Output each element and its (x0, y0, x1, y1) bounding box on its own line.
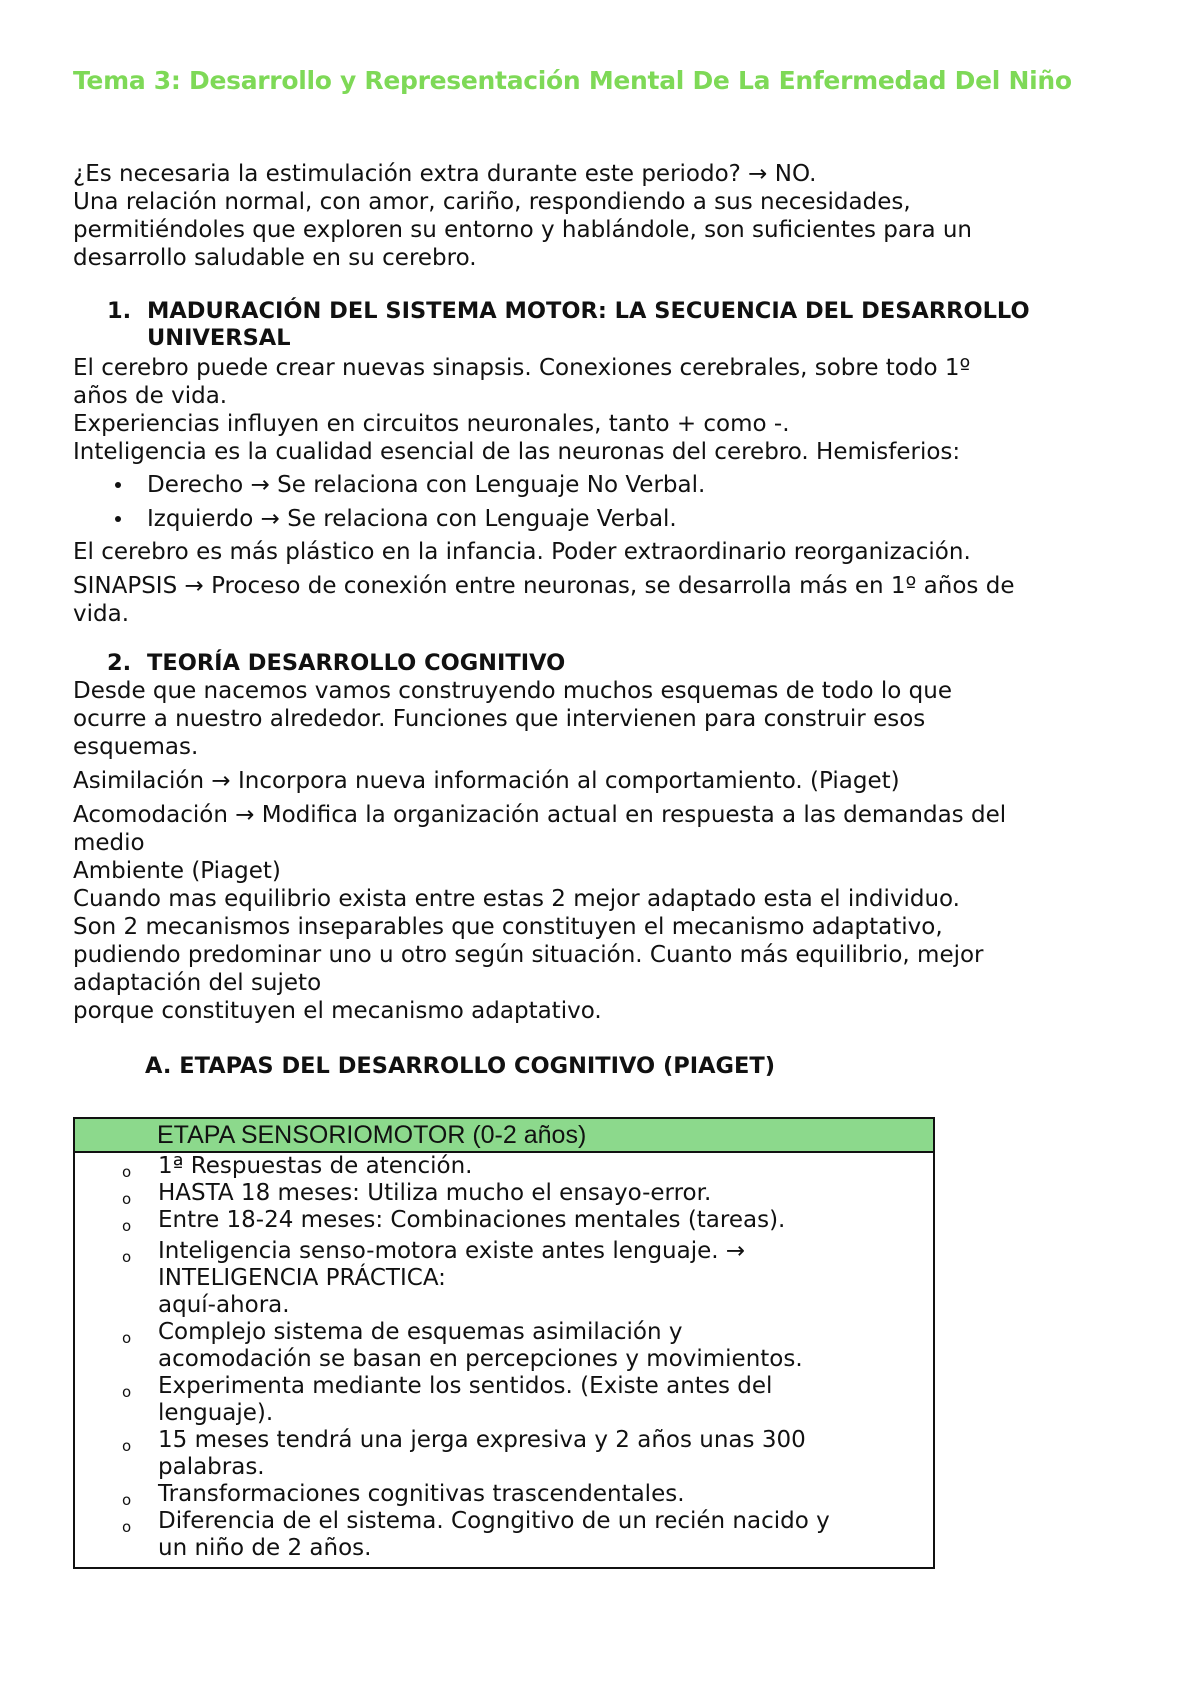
section-2-line: porque constituyen el mecanismo adaptativo. (73, 998, 602, 1024)
intro-line: ¿Es necesaria la estimulación extra durante este periodo? → NO. (73, 161, 817, 187)
section-2-title: TEORÍA DESARROLLO COGNITIVO (147, 650, 566, 676)
section-1-number: 1. (107, 298, 132, 324)
section-1-line: Experiencias influyen en circuitos neuronales, tanto + como -. (73, 411, 790, 437)
list-item-line: Diferencia de el sistema. Cogngitivo de un recién nacido y (158, 1508, 830, 1534)
list-item-line: aquí-ahora. (158, 1292, 290, 1318)
list-item (75, 1508, 933, 1562)
section-1-title-line2: UNIVERSAL (147, 325, 291, 351)
list-bullet: o (122, 1383, 132, 1401)
section-2-line: esquemas. (73, 734, 199, 760)
list-bullet: o (122, 1329, 132, 1347)
section-1-line: vida. (73, 601, 130, 627)
list-item-line: acomodación se basan en percepciones y movimientos. (158, 1346, 803, 1372)
section-2-line: Acomodación → Modifica la organización actual en respuesta a las demandas del (73, 802, 1007, 828)
section-1-line: SINAPSIS → Proceso de conexión entre neuronas, se desarrolla más en 1º años de (73, 573, 1015, 599)
intro-paragraph (73, 160, 1133, 272)
section-2-body (73, 677, 1133, 1025)
section-2-line: Asimilación → Incorpora nueva información al comportamiento. (Piaget) (73, 768, 900, 794)
list-bullet: o (122, 1217, 132, 1235)
list-item-line: Transformaciones cognitivas trascendentales. (158, 1481, 685, 1507)
page-title: Tema 3: Desarrollo y Representación Mental De La Enfermedad Del Niño (73, 66, 1072, 95)
section-2-heading (107, 650, 565, 677)
intro-line: Una relación normal, con amor, cariño, respondiendo a sus necesidades, (73, 189, 911, 215)
list-item-line: 15 meses tendrá una jerga expresiva y 2 años unas 300 (158, 1427, 806, 1453)
section-1-line: El cerebro es más plástico en la infancia. Poder extraordinario reorganización. (73, 539, 971, 565)
list-item-line: palabras. (158, 1454, 265, 1480)
hemispheres-list (73, 468, 1133, 536)
list-item-line: Complejo sistema de esquemas asimilación y (158, 1319, 683, 1345)
list-bullet: o (122, 1491, 132, 1509)
list-bullet: o (122, 1437, 132, 1455)
list-item-line: lenguaje). (158, 1400, 274, 1426)
list-item (75, 1319, 933, 1373)
list-item (75, 1427, 933, 1481)
list-item (75, 1207, 933, 1234)
list-bullet: o (122, 1190, 132, 1208)
list-item (75, 1373, 933, 1427)
section-2-line: medio (73, 830, 145, 856)
intro-line: desarrollo saludable en su cerebro. (73, 245, 477, 271)
section-2-number: 2. (107, 650, 132, 676)
section-2-line: Desde que nacemos vamos construyendo muchos esquemas de todo lo que (73, 678, 952, 704)
list-item-line: HASTA 18 meses: Utiliza mucho el ensayo-error. (158, 1180, 712, 1206)
section-2-line: pudiendo predominar uno u otro según situación. Cuanto más equilibrio, mejor (73, 942, 984, 968)
list-bullet: o (122, 1248, 132, 1266)
stage-table (73, 1117, 935, 1569)
stage-list (75, 1153, 933, 1562)
section-1-heading (107, 298, 1030, 352)
section-2-line: Ambiente (Piaget) (73, 858, 281, 884)
section-2-line: Son 2 mecanismos inseparables que constituyen el mecanismo adaptativo, (73, 914, 943, 940)
list-item-line: Experimenta mediante los sentidos. (Existe antes del (158, 1373, 773, 1399)
section-1-title-line1: MADURACIÓN DEL SISTEMA MOTOR: LA SECUENCIA DEL DESARROLLO (147, 298, 1030, 324)
section-1-line: El cerebro puede crear nuevas sinapsis. Conexiones cerebrales, sobre todo 1º (73, 355, 971, 381)
list-item (75, 1238, 933, 1319)
list-item-line: INTELIGENCIA PRÁCTICA: (158, 1265, 446, 1291)
list-item (75, 1153, 933, 1180)
list-item: Derecho → Se relaciona con Lenguaje No Verbal. (73, 468, 1133, 502)
section-2-line: Cuando mas equilibrio exista entre estas 2 mejor adaptado esta el individuo. (73, 886, 960, 912)
section-1-body (73, 354, 1133, 628)
table-header: ETAPA SENSORIOMOTOR (0-2 años) (75, 1119, 933, 1153)
list-bullet: o (122, 1163, 132, 1181)
list-bullet: o (122, 1518, 132, 1536)
section-1-line: años de vida. (73, 383, 228, 409)
list-item: Izquierdo → Se relaciona con Lenguaje Verbal. (73, 502, 1133, 536)
section-2-line: ocurre a nuestro alrededor. Funciones que intervienen para construir esos (73, 706, 926, 732)
section-a-heading: A. ETAPAS DEL DESARROLLO COGNITIVO (PIAGET) (145, 1053, 775, 1079)
list-item-line: Entre 18-24 meses: Combinaciones mentales (tareas). (158, 1207, 786, 1233)
list-item (75, 1180, 933, 1207)
intro-line: permitiéndoles que exploren su entorno y hablándole, son suficientes para un (73, 217, 972, 243)
section-2-line: adaptación del sujeto (73, 970, 322, 996)
list-item-line: Inteligencia senso-motora existe antes lenguaje. → (158, 1238, 746, 1264)
list-item-line: un niño de 2 años. (158, 1535, 372, 1561)
list-item-line: 1ª Respuestas de atención. (158, 1153, 473, 1179)
section-1-line: Inteligencia es la cualidad esencial de las neuronas del cerebro. Hemisferios: (73, 439, 961, 465)
list-item (75, 1481, 933, 1508)
